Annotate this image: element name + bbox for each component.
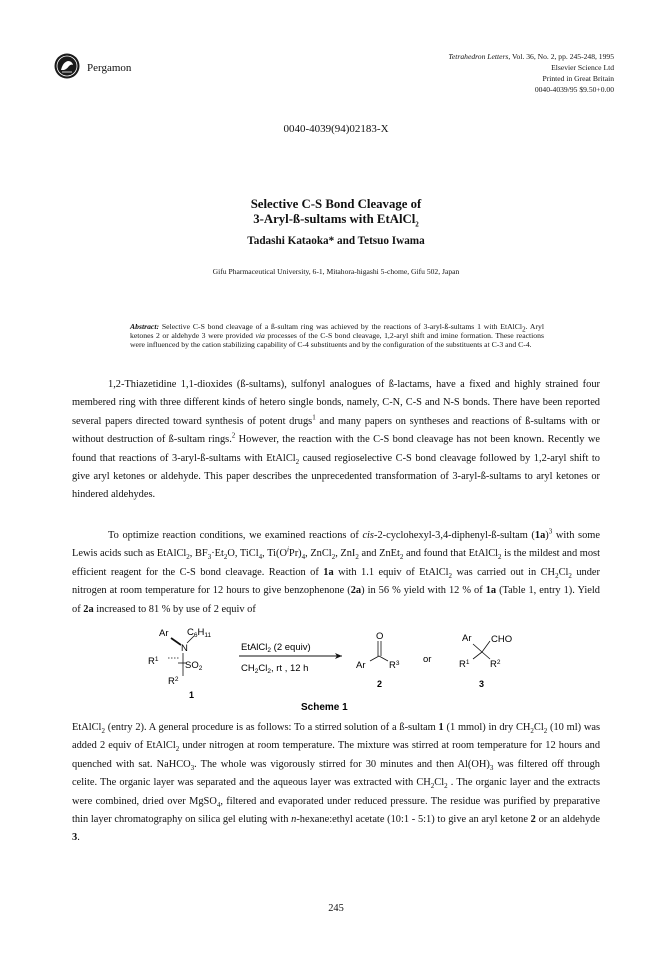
compound-ref: 3 [72, 832, 78, 844]
aryl-label: Ar [356, 660, 366, 671]
compound-1-number: 1 [189, 690, 195, 700]
r1-label: $R^1$ [148, 656, 159, 667]
compound-ref: 2a [83, 603, 94, 615]
subscript: 2 [430, 782, 435, 791]
article-doi: 0040-4039(94)02183-X [283, 123, 389, 135]
compound-ref: 1a [534, 530, 546, 541]
reference: 2 [231, 431, 236, 440]
title-subscript: 2 [415, 220, 419, 229]
text: , ZnCl [305, 548, 332, 560]
r3-label: $R^3$ [389, 660, 400, 671]
subscript: 4 [216, 800, 221, 809]
text: under nitrogen at room temperature. The mixture was stirred at room temperature for 12 hours and quenched with sat. NaHCO [72, 740, 601, 770]
subscript: 3 [190, 763, 195, 772]
title-line-2 [0, 212, 672, 227]
text: was carried out in CH [452, 566, 556, 578]
subscript: 2 [186, 553, 190, 562]
subscript: 4 [301, 553, 306, 562]
text: EtAlCl [72, 722, 102, 733]
subscript: 2 [175, 745, 180, 754]
text: -hexane:ethyl acetate (10:1 - 5:1) to give an aryl ketone [296, 814, 531, 826]
subscript: 4 [258, 553, 263, 562]
oxygen-label: O [376, 631, 384, 642]
italic: cis [362, 530, 374, 541]
aldehyde-label: CHO [491, 634, 513, 645]
text: ) [545, 530, 549, 541]
italic: n [291, 814, 297, 826]
paragraph-2 [72, 527, 600, 619]
printed-line: Printed in Great Britain [542, 74, 614, 83]
text: . [77, 832, 80, 844]
abstract [130, 322, 544, 350]
or-label: or [423, 654, 432, 665]
journal-header [448, 51, 614, 95]
copyright-line: Elsevier Science Ltd [551, 63, 614, 72]
subscript: 2 [543, 727, 548, 736]
nitrogen-label: N [181, 643, 188, 654]
title-line-2-text: 3-Aryl-ß-sultams with EtAlCl [253, 212, 416, 226]
subscript: 2 [331, 553, 336, 562]
text: with some Lewis acids such as EtAlCl [72, 530, 600, 560]
compound-ref: 1a [485, 585, 497, 597]
abstract-via: via [255, 331, 265, 341]
affiliation: Gifu Pharmaceutical University, 6-1, Mitahora-higashi 5-chome, Gifu 502, Japan [212, 267, 460, 276]
text: or an aldehyde [535, 814, 600, 826]
compound-ref: 2a [350, 585, 362, 597]
abstract-text: processes of the C-S bond cleavage, 1,2-aryl shift and imine formation. These reactions were influenced by the cation stabilizing capability of C-4 substituents and by the configuration of the substituents at C-3 and C-4. [130, 331, 544, 350]
text: , Ti(O [262, 548, 287, 560]
subscript: 2 [295, 457, 300, 466]
reference: 3 [548, 527, 553, 536]
r1-label: $R^1$ [459, 659, 470, 670]
text: with 1.1 equiv of EtAlCl [333, 566, 449, 578]
text: ) in 56 % yield with 12 % of [361, 585, 486, 597]
text: 1,2-Thiazetidine 1,1-dioxides (ß-sultams), sulfonyl analogues of ß-lactams, have a fixed and highly strained four membered ring with three different kinds of hetero single bonds, namely, C-N, C-S and N-S bonds. There have been reported several papers directed toward synthesis of potent drugs [72, 379, 600, 427]
subscript: 2 [444, 782, 448, 791]
text: , BF [189, 548, 208, 560]
text: . The organic layer and the extracts were combined, dried over MgSO [72, 777, 600, 807]
compound-2-number: 2 [377, 679, 383, 689]
journal-name: Tetrahedron Letters [448, 52, 509, 61]
article-title [0, 197, 672, 227]
text: However, the reaction with the C-S bond cleavage has not been known. Recently we found that reactions of 3-aryl-ß-sultams with EtAlCl [72, 434, 600, 464]
text: and ZnEt [358, 548, 400, 560]
journal-citation [448, 51, 614, 62]
compound-ref: 2 [530, 814, 536, 826]
text: Cl [533, 722, 544, 733]
sultam-structure [148, 627, 212, 700]
text: under nitrogen at room temperature for 12 hours to give benzophenone ( [72, 566, 600, 597]
text: caused regioselective C-S bond cleavage followed by 1,2-aryl shift to give aryl ketones or aldehyde. This paper describes the unprecedented transformation of 3-aryl-ß-sultams to aryl ketones or hindered aldehydes. [72, 452, 600, 501]
abstract-label: Abstract: [130, 322, 160, 331]
cyclohexyl-label: $C_6H_{11}$ [187, 627, 212, 639]
text: increased to 81 % by use of 2 equiv of [93, 603, 256, 615]
subscript: 2 [530, 727, 534, 736]
r2-label: $R^2$ [490, 659, 501, 670]
text: . The whole was vigorously stirred for 30 minutes and then Al(OH) [194, 758, 490, 770]
aryl-label: Ar [462, 633, 472, 644]
text: is the mildest and most efficient reagent for the C-S bond cleavage. Reaction of [72, 548, 600, 578]
scheme-caption: Scheme 1 [301, 702, 348, 713]
page-number: 245 [328, 903, 344, 914]
compound-ref: 1 [438, 722, 444, 733]
superscript: i [286, 545, 289, 554]
abstract-text: . Aryl ketones 2 or aldehyde 3 were provided [130, 322, 544, 341]
publisher-name: Pergamon [87, 62, 132, 74]
pergamon-logo-icon [54, 53, 80, 79]
subscript: 2 [555, 571, 559, 580]
abstract-text: Selective C-S bond cleavage of a ß-sultam ring was achieved by the reactions of 3-aryl-ß-sultams 1 with EtAlCl [159, 322, 523, 331]
subscript: 2 [223, 553, 228, 562]
text: -2-cyclohexyl-3,4-diphenyl-ß-sultam ( [373, 530, 535, 541]
text: O, TiCl [227, 548, 259, 560]
paragraph-1 [72, 376, 600, 505]
paragraph-3 [72, 719, 600, 848]
subscript: 3 [207, 553, 212, 562]
text: To optimize reaction conditions, we examined reactions of [108, 530, 363, 541]
ketone-structure [356, 631, 400, 689]
text: , ZnI [335, 548, 356, 560]
reaction-scheme [146, 626, 532, 714]
reaction-arrow [239, 642, 342, 675]
text: (Table 1, entry 1). Yield of [72, 585, 600, 615]
subscript: 2 [568, 571, 572, 580]
price-line: 0040-4039/95 $9.50+0.00 [534, 85, 614, 94]
aldehyde-structure [459, 633, 512, 689]
text: (entry 2). A general procedure is as follows: To a stirred solution of a ß-sultam [104, 722, 439, 733]
text: Cl [434, 777, 445, 789]
subscript: 2 [355, 553, 359, 562]
sulfonyl-label: $SO_2$ [185, 660, 203, 672]
text: Pr) [288, 548, 302, 560]
aryl-label: Ar [159, 628, 169, 639]
text: , filtered and evaporated under reduced pressure. The residue was purified by preparative thin layer chromatography on silica gel eluting with [72, 795, 600, 826]
abstract-sub: 2 [522, 325, 526, 334]
title-line-1: Selective C-S Bond Cleavage of [250, 197, 422, 211]
conditions-label: $CH_2Cl_2$, rt , 12 h [241, 663, 309, 675]
r2-label: $R^2$ [168, 676, 179, 687]
compound-ref: 1a [323, 566, 334, 578]
subscript: 2 [101, 727, 105, 736]
subscript: 2 [498, 553, 502, 562]
text: (1 mmol) in dry CH [443, 722, 531, 733]
authors: Tadashi Kataoka* and Tetsuo Iwama [247, 235, 425, 247]
journal-citation-rest: , Vol. 36, No. 2, pp. 245-248, 1995 [508, 52, 614, 61]
text: Cl [558, 566, 569, 578]
subscript: 2 [399, 553, 404, 562]
text: ·Et [211, 548, 224, 560]
text: and found that EtAlCl [403, 548, 499, 560]
compound-3-number: 3 [479, 679, 485, 689]
subscript: 3 [489, 763, 494, 772]
subscript: 2 [448, 571, 453, 580]
text: and many papers on syntheses and reactions of ß-sultams with or without destruction of ß-sultam rings. [72, 415, 601, 446]
reagent-label: EtAlCl$_2$ (2 equiv) [241, 642, 311, 654]
text: (10 ml) was added 2 equiv of EtAlCl [72, 722, 601, 752]
reference: 1 [312, 413, 316, 422]
text: was filtered off through celite. The organic layer was separated and the aqueous layer was extracted with CH [72, 758, 600, 789]
